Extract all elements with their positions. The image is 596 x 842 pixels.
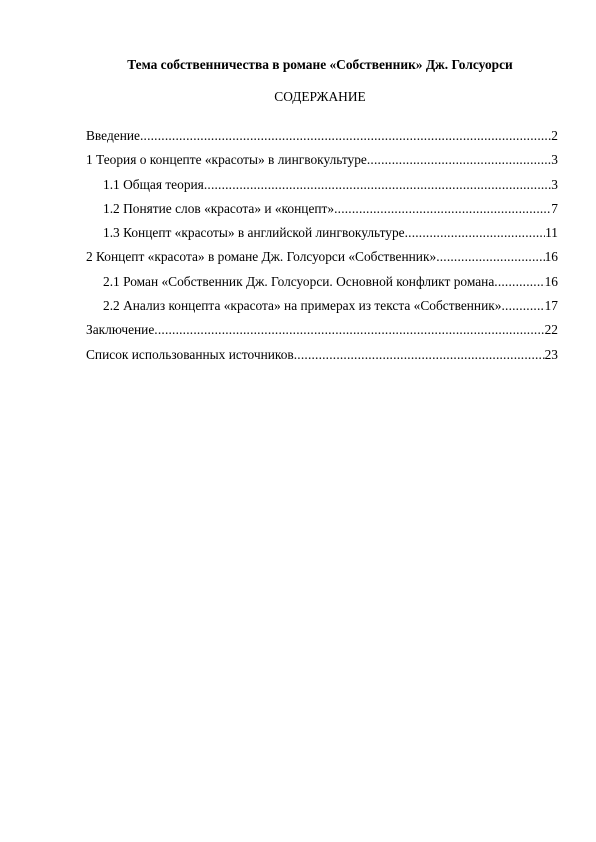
toc-entry-text: 2 Концепт «красота» в романе Дж. Голсуорси «Собственник» [86, 249, 437, 265]
toc-entry-page: 2 [551, 128, 558, 143]
toc-leader-dots [405, 224, 545, 242]
document-title: Тема собственничества в романе «Собственник» Дж. Голсуорси [127, 57, 513, 72]
toc-entry-page: 22 [544, 322, 558, 338]
toc-entry-section-1-3 [86, 224, 558, 248]
toc-entry-section-1-2 [86, 200, 558, 224]
toc-heading: СОДЕРЖАНИЕ [274, 89, 366, 104]
toc-leader-dots [367, 151, 551, 169]
toc-leader-dots [334, 200, 551, 218]
toc-entry-text: 1 Теория о концепте «красоты» в лингвокультуре [86, 152, 367, 168]
table-of-contents [86, 127, 558, 370]
toc-entry-page: 16 [544, 273, 558, 289]
toc-entry-text: Введение [86, 128, 140, 143]
toc-entry-text: 1.3 Концепт «красоты» в английской лингвокультуре [103, 225, 405, 241]
toc-entry-conclusion [86, 321, 558, 345]
toc-entry-chapter-1 [86, 151, 558, 175]
toc-entry-chapter-2 [86, 248, 558, 272]
toc-leader-dots [154, 321, 544, 339]
toc-entry-section-2-1 [86, 273, 558, 297]
toc-entry-text: 1.1 Общая теория [103, 176, 204, 192]
toc-entry-page: 23 [544, 346, 558, 362]
toc-entry-page: 11 [545, 225, 558, 241]
toc-leader-dots [294, 346, 545, 364]
toc-entry-text: 2.2 Анализ концепта «красота» на примерах из текста «Собственник» [103, 298, 502, 314]
toc-entry-text: 2.1 Роман «Собственник Дж. Голсуорси. Основной конфликт романа [103, 273, 495, 289]
toc-entry-text: Заключение [86, 322, 155, 338]
toc-entry-section-2-2 [86, 297, 558, 321]
toc-leader-dots [204, 176, 551, 194]
toc-entry-references [86, 346, 558, 370]
toc-entry-page: 7 [551, 200, 558, 216]
toc-entry-text: Список использованных источников [86, 346, 294, 362]
toc-leader-dots [436, 248, 544, 266]
toc-entry-section-1-1 [86, 176, 558, 200]
toc-leader-dots [140, 127, 551, 145]
toc-entry-text: 1.2 Понятие слов «красота» и «концепт» [103, 200, 335, 216]
toc-leader-dots [501, 297, 544, 315]
toc-entry-introduction [86, 127, 558, 151]
toc-entry-page: 3 [551, 176, 558, 192]
toc-leader-dots [494, 273, 544, 291]
toc-entry-page: 17 [544, 298, 558, 314]
toc-entry-page: 3 [551, 152, 558, 168]
toc-entry-page: 16 [544, 249, 558, 265]
